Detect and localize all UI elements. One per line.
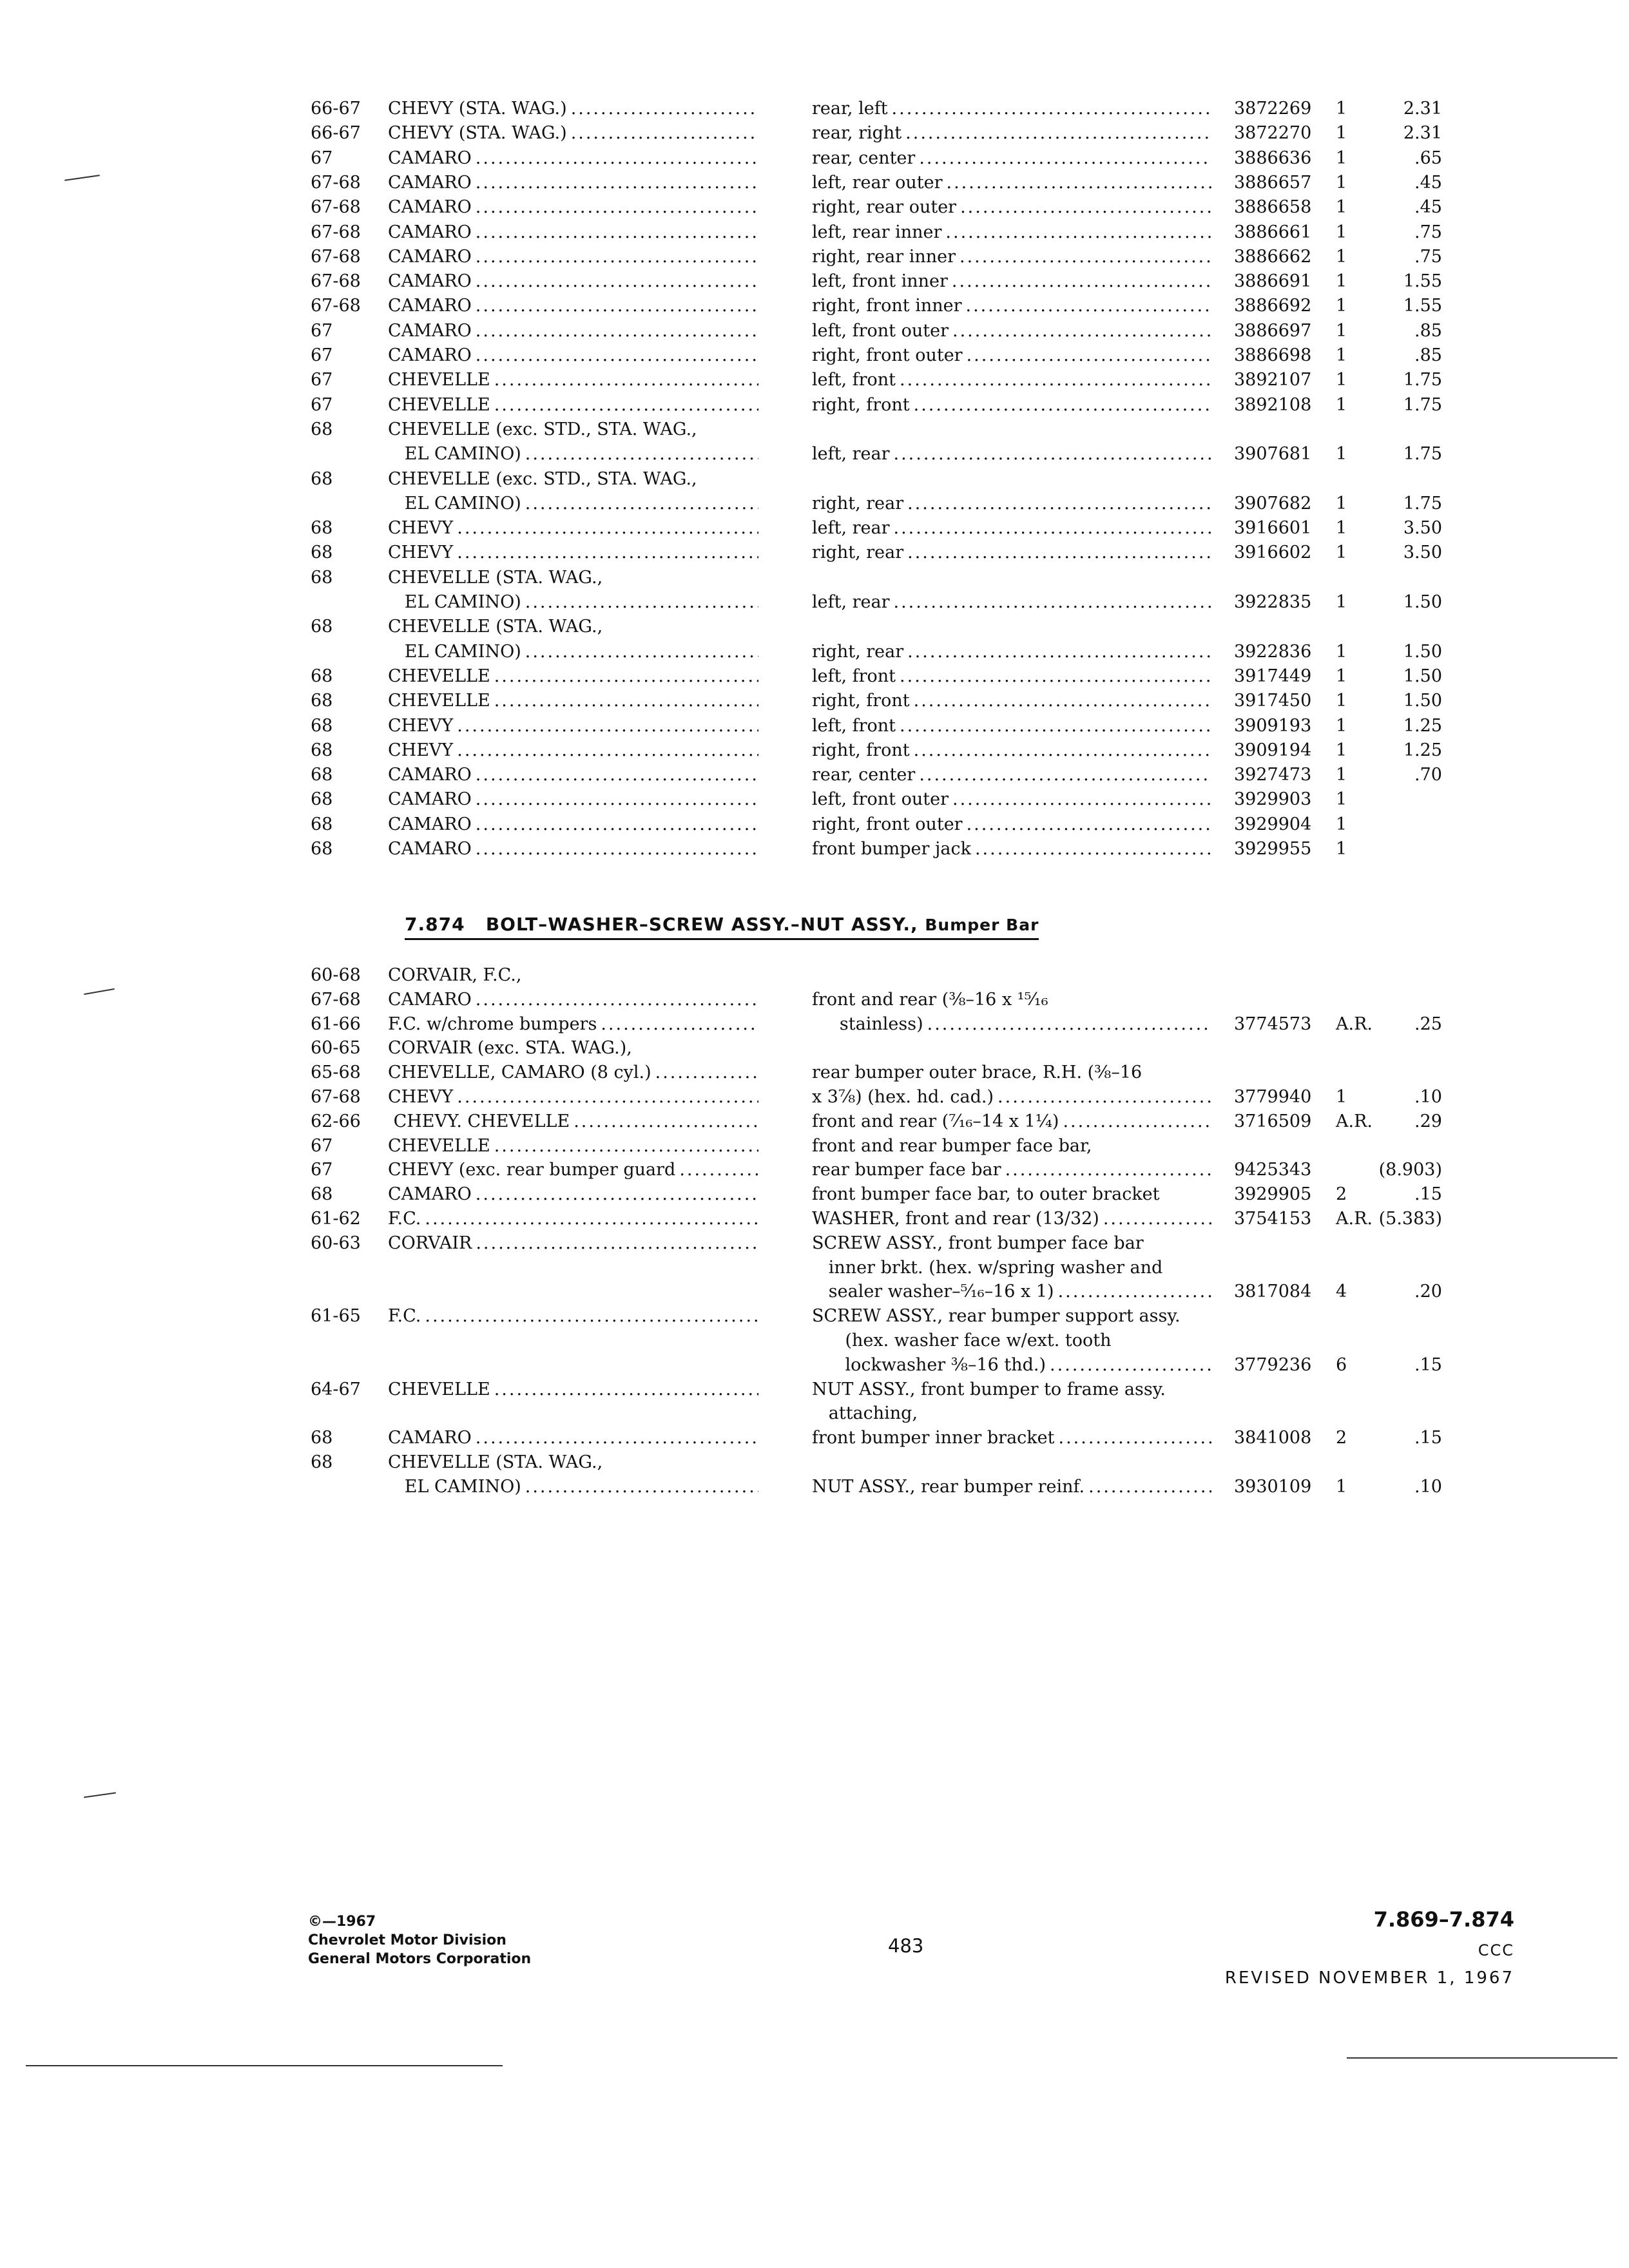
- price-cell: .70: [1414, 765, 1442, 785]
- model-cell: CAMARO .....: [388, 1427, 758, 1448]
- model-cell: CAMARO .....: [388, 197, 758, 218]
- year-cell: 68: [311, 691, 333, 711]
- description-cell: left, front outer .....: [812, 320, 1211, 341]
- year-cell: 68: [311, 617, 333, 637]
- part-number-cell: 3929955: [1234, 839, 1312, 859]
- description-cell: right, front inner .....: [812, 295, 1211, 316]
- price-cell: .75: [1414, 246, 1442, 267]
- description-cell: right, rear .....: [812, 542, 1211, 563]
- description-cell: left, front .....: [812, 715, 1211, 736]
- part-number-cell: 3907681: [1234, 444, 1312, 465]
- model-cell: CAMARO .....: [388, 271, 758, 292]
- part-number-cell: 3929903: [1234, 789, 1312, 810]
- year-cell: 67: [311, 370, 333, 390]
- price-cell: 1.25: [1403, 740, 1442, 760]
- model-cell: CAMARO .....: [388, 789, 758, 810]
- description-cell: left, rear .....: [812, 591, 1211, 613]
- description-cell: right, rear outer .....: [812, 197, 1211, 218]
- section-subtitle: Bumper Bar: [925, 916, 1039, 934]
- quantity-cell: 1: [1336, 493, 1347, 514]
- page-number: 483: [888, 1935, 924, 1957]
- price-cell: 1.75: [1403, 370, 1442, 390]
- quantity-cell: 1: [1336, 1087, 1347, 1107]
- model-cell: EL CAMINO) .....: [388, 493, 758, 514]
- price-cell: (8.903): [1378, 1160, 1442, 1180]
- description-cell: rear, right .....: [812, 122, 1211, 144]
- quantity-cell: 1: [1336, 765, 1347, 785]
- part-number-cell: 3927473: [1234, 765, 1312, 785]
- year-cell: 60-65: [311, 1038, 361, 1059]
- revision-date: REVISED NOVEMBER 1, 1967: [1224, 1968, 1514, 1988]
- part-number-cell: 3886657: [1234, 172, 1312, 193]
- model-cell: CHEVY .....: [388, 517, 758, 539]
- part-number-cell: 3916602: [1234, 543, 1312, 563]
- description-cell: right, front .....: [812, 690, 1211, 711]
- description-cell: rear bumper face bar .....: [812, 1159, 1211, 1180]
- description-cell: left, rear .....: [812, 517, 1211, 539]
- year-cell: 68: [311, 839, 333, 859]
- year-cell: 68: [311, 814, 333, 834]
- model-cell: CAMARO .....: [388, 148, 758, 169]
- model-cell: CHEVELLE .....: [388, 690, 758, 711]
- description-cell: left, front inner .....: [812, 271, 1211, 292]
- model-cell: CAMARO .....: [388, 172, 758, 193]
- description-cell: left, rear outer .....: [812, 172, 1211, 193]
- model-cell: CHEVELLE .....: [388, 1135, 758, 1157]
- part-number-cell: 9425343: [1234, 1160, 1312, 1180]
- model-cell: CHEVELLE (STA. WAG.,: [388, 1452, 603, 1472]
- year-cell: 67-68: [311, 989, 361, 1010]
- price-cell: 1.50: [1403, 666, 1442, 686]
- division-name: Chevrolet Motor Division: [308, 1932, 506, 1948]
- section-number: 7.874: [405, 914, 465, 935]
- description-cell: left, rear .....: [812, 443, 1211, 465]
- section-title: BOLT–WASHER–SCREW ASSY.–NUT ASSY.,: [485, 914, 918, 935]
- description-cell: right, front .....: [812, 740, 1211, 761]
- part-number-cell: 3909194: [1234, 740, 1312, 760]
- quantity-cell: 1: [1336, 740, 1347, 760]
- quantity-cell: 1: [1336, 246, 1347, 267]
- description-cell: SCREW ASSY., front bumper face bar: [812, 1233, 1144, 1253]
- quantity-cell: 1: [1336, 641, 1347, 662]
- quantity-cell: 1: [1336, 444, 1347, 465]
- year-cell: 68: [311, 765, 333, 785]
- description-cell: rear, center .....: [812, 148, 1211, 169]
- part-number-cell: 3892108: [1234, 394, 1312, 415]
- year-cell: 67: [311, 1160, 333, 1180]
- description-cell: left, front .....: [812, 666, 1211, 687]
- price-cell: 3.50: [1403, 543, 1442, 563]
- model-cell: EL CAMINO) .....: [388, 591, 758, 613]
- bottom-rule-left: [26, 2065, 503, 2066]
- part-number-cell: 3886697: [1234, 320, 1312, 341]
- quantity-cell: 1: [1336, 123, 1347, 144]
- price-cell: .45: [1414, 172, 1442, 193]
- part-number-cell: 3909193: [1234, 715, 1312, 736]
- part-number-cell: 3779236: [1234, 1354, 1312, 1375]
- quantity-cell: 1: [1336, 320, 1347, 341]
- year-cell: 67: [311, 148, 333, 168]
- description-cell: SCREW ASSY., rear bumper support assy.: [812, 1306, 1181, 1327]
- year-cell: 67-68: [311, 271, 361, 292]
- price-cell: .15: [1414, 1184, 1442, 1205]
- model-cell: CHEVY .....: [388, 542, 758, 563]
- price-cell: 2.31: [1403, 123, 1442, 144]
- model-cell: CAMARO .....: [388, 246, 758, 267]
- price-cell: (5.383): [1378, 1209, 1442, 1229]
- quantity-cell: 1: [1336, 1476, 1347, 1497]
- year-cell: 67-68: [311, 172, 361, 193]
- description-cell: front and rear bumper face bar,: [812, 1135, 1092, 1156]
- quantity-cell: 1: [1336, 592, 1347, 612]
- year-cell: 67-68: [311, 296, 361, 316]
- catalog-code: CCC: [1478, 1941, 1514, 1959]
- year-cell: 67: [311, 320, 333, 341]
- model-cell: CHEVY. CHEVELLE .....: [388, 1111, 758, 1132]
- description-cell: right, front .....: [812, 394, 1211, 416]
- description-cell: left, front .....: [812, 369, 1211, 390]
- year-cell: 68: [311, 789, 333, 810]
- year-cell: 67-68: [311, 222, 361, 242]
- part-number-cell: 3922835: [1234, 592, 1312, 612]
- part-number-cell: 3916601: [1234, 518, 1312, 539]
- part-number-cell: 3886698: [1234, 345, 1312, 365]
- description-cell: lockwasher ⅜–16 thd.) .....: [812, 1354, 1211, 1376]
- year-cell: 68: [311, 567, 333, 588]
- model-cell: CAMARO .....: [388, 814, 758, 835]
- year-cell: 68: [311, 666, 333, 686]
- model-cell: EL CAMINO) .....: [388, 641, 758, 662]
- description-cell: NUT ASSY., front bumper to frame assy.: [812, 1379, 1166, 1399]
- part-number-cell: 3917449: [1234, 666, 1312, 686]
- year-cell: 64-67: [311, 1379, 361, 1399]
- group-range: 7.869–7.874: [1373, 1907, 1514, 1932]
- description-cell: front and rear (⅜–16 x ¹⁵⁄₁₆: [812, 989, 1048, 1010]
- price-cell: 1.50: [1403, 592, 1442, 612]
- year-cell: 65-68: [311, 1062, 361, 1083]
- year-cell: 61-65: [311, 1306, 361, 1327]
- model-cell: CAMARO .....: [388, 320, 758, 341]
- description-cell: WASHER, front and rear (13/32) .....: [812, 1208, 1211, 1229]
- part-number-cell: 3754153: [1234, 1209, 1312, 1229]
- model-cell: CHEVELLE (exc. STD., STA. WAG.,: [388, 468, 697, 489]
- model-cell: CHEVY .....: [388, 1086, 758, 1108]
- description-cell: right, rear .....: [812, 493, 1211, 514]
- description-cell: right, rear .....: [812, 641, 1211, 662]
- part-number-cell: 3886636: [1234, 148, 1312, 168]
- section-heading: [405, 914, 1039, 935]
- model-cell: CHEVELLE .....: [388, 666, 758, 687]
- quantity-cell: 1: [1336, 271, 1347, 292]
- description-cell: sealer washer–⁵⁄₁₆–16 x 1) .....: [812, 1281, 1211, 1302]
- price-cell: 1.75: [1403, 493, 1442, 514]
- year-cell: 67-68: [311, 197, 361, 218]
- part-number-cell: 3886692: [1234, 296, 1312, 316]
- price-cell: 1.55: [1403, 271, 1442, 292]
- description-cell: left, rear inner .....: [812, 222, 1211, 243]
- description-cell: front bumper face bar, to outer bracket: [812, 1184, 1160, 1205]
- model-cell: CAMARO .....: [388, 764, 758, 785]
- price-cell: 1.55: [1403, 296, 1442, 316]
- quantity-cell: 6: [1336, 1354, 1347, 1375]
- part-number-cell: 3930109: [1234, 1476, 1312, 1497]
- price-cell: .15: [1414, 1354, 1442, 1375]
- year-cell: 67-68: [311, 1087, 361, 1107]
- year-cell: 68: [311, 518, 333, 539]
- year-cell: 66-67: [311, 99, 361, 119]
- quantity-cell: 1: [1336, 814, 1347, 834]
- model-cell: CHEVELLE .....: [388, 1379, 758, 1400]
- model-cell: CAMARO .....: [388, 1184, 758, 1205]
- margin-mark: [84, 1792, 116, 1798]
- corporation-name: General Motors Corporation: [308, 1951, 532, 1967]
- description-cell: inner brkt. (hex. w/spring washer and: [812, 1257, 1163, 1278]
- quantity-cell: A.R.: [1336, 1014, 1373, 1034]
- description-cell: front bumper inner bracket .....: [812, 1427, 1211, 1448]
- year-cell: 67: [311, 1135, 333, 1156]
- margin-mark: [64, 175, 100, 181]
- model-cell: CHEVY (exc. rear bumper guard .....: [388, 1159, 758, 1180]
- year-cell: 61-66: [311, 1014, 361, 1034]
- price-cell: .85: [1414, 320, 1442, 341]
- model-cell: CHEVY .....: [388, 740, 758, 761]
- quantity-cell: 1: [1336, 197, 1347, 218]
- price-cell: 3.50: [1403, 518, 1442, 539]
- price-cell: 1.75: [1403, 394, 1442, 415]
- model-cell: CAMARO .....: [388, 222, 758, 243]
- quantity-cell: 2: [1336, 1428, 1347, 1448]
- quantity-cell: 1: [1336, 691, 1347, 711]
- quantity-cell: 1: [1336, 518, 1347, 539]
- description-cell: left, front outer .....: [812, 789, 1211, 810]
- part-number-cell: 3774573: [1234, 1014, 1312, 1034]
- price-cell: 2.31: [1403, 99, 1442, 119]
- model-cell: CAMARO .....: [388, 295, 758, 316]
- description-cell: stainless) .....: [812, 1014, 1211, 1035]
- price-cell: .65: [1414, 148, 1442, 168]
- model-cell: CHEVELLE (STA. WAG.,: [388, 617, 603, 637]
- model-cell: F.C. .....: [388, 1305, 758, 1327]
- publisher-block: [308, 1912, 531, 1968]
- bottom-rule-right: [1347, 2057, 1617, 2059]
- year-cell: 68: [311, 740, 333, 760]
- year-cell: 68: [311, 419, 333, 439]
- part-number-cell: 3922836: [1234, 641, 1312, 662]
- part-number-cell: 3779940: [1234, 1087, 1312, 1107]
- quantity-cell: 1: [1336, 394, 1347, 415]
- part-number-cell: 3929905: [1234, 1184, 1312, 1205]
- part-number-cell: 3892107: [1234, 370, 1312, 390]
- price-cell: .15: [1414, 1428, 1442, 1448]
- description-cell: rear, left .....: [812, 98, 1211, 119]
- quantity-cell: 1: [1336, 99, 1347, 119]
- quantity-cell: 1: [1336, 370, 1347, 390]
- model-cell: EL CAMINO) .....: [388, 1476, 758, 1497]
- part-number-cell: 3841008: [1234, 1428, 1312, 1448]
- price-cell: .20: [1414, 1282, 1442, 1302]
- price-cell: .10: [1414, 1476, 1442, 1497]
- description-cell: front bumper jack .....: [812, 838, 1211, 860]
- part-number-cell: 3886662: [1234, 246, 1312, 267]
- model-cell: CAMARO .....: [388, 345, 758, 366]
- description-cell: attaching,: [812, 1403, 918, 1424]
- quantity-cell: 1: [1336, 715, 1347, 736]
- copyright: ©—1967: [308, 1914, 376, 1930]
- year-cell: 60-63: [311, 1233, 361, 1253]
- description-cell: x 3⅞) (hex. hd. cad.) .....: [812, 1086, 1211, 1108]
- price-cell: .75: [1414, 222, 1442, 242]
- year-cell: 68: [311, 715, 333, 736]
- quantity-cell: 1: [1336, 543, 1347, 563]
- description-cell: NUT ASSY., rear bumper reinf. .....: [812, 1476, 1211, 1497]
- quantity-cell: 1: [1336, 148, 1347, 168]
- year-cell: 61-62: [311, 1209, 361, 1229]
- description-cell: right, front outer .....: [812, 814, 1211, 835]
- price-cell: .45: [1414, 197, 1442, 218]
- model-cell: CORVAIR (exc. STA. WAG.),: [388, 1038, 632, 1059]
- price-cell: .85: [1414, 345, 1442, 365]
- part-number-cell: 3886661: [1234, 222, 1312, 242]
- year-cell: 62-66: [311, 1111, 361, 1131]
- part-number-cell: 3872269: [1234, 99, 1312, 119]
- quantity-cell: 1: [1336, 222, 1347, 242]
- price-cell: .10: [1414, 1087, 1442, 1107]
- year-cell: 68: [311, 1184, 333, 1205]
- year-cell: 68: [311, 468, 333, 489]
- part-number-cell: 3917450: [1234, 691, 1312, 711]
- quantity-cell: A.R.: [1336, 1111, 1373, 1131]
- part-number-cell: 3716509: [1234, 1111, 1312, 1131]
- quantity-cell: 2: [1336, 1184, 1347, 1205]
- model-cell: CHEVY .....: [388, 715, 758, 736]
- model-cell: CHEVELLE (exc. STD., STA. WAG.,: [388, 419, 697, 439]
- description-cell: (hex. washer face w/ext. tooth: [812, 1331, 1112, 1350]
- description-cell: rear bumper outer brace, R.H. (⅜–16: [812, 1062, 1142, 1083]
- description-cell: right, rear inner .....: [812, 246, 1211, 267]
- model-cell: CHEVELLE .....: [388, 369, 758, 390]
- model-cell: CHEVELLE .....: [388, 394, 758, 416]
- part-number-cell: 3907682: [1234, 493, 1312, 514]
- part-number-cell: 3929904: [1234, 814, 1312, 834]
- part-number-cell: 3886658: [1234, 197, 1312, 218]
- model-cell: CAMARO .....: [388, 989, 758, 1010]
- price-cell: .29: [1414, 1111, 1442, 1131]
- model-cell: CORVAIR, F.C.,: [388, 965, 522, 985]
- description-cell: front and rear (⁷⁄₁₆–14 x 1¼) .....: [812, 1111, 1211, 1132]
- quantity-cell: 1: [1336, 345, 1347, 365]
- price-cell: 1.25: [1403, 715, 1442, 736]
- price-cell: 1.75: [1403, 444, 1442, 465]
- margin-mark: [84, 988, 115, 995]
- quantity-cell: 1: [1336, 839, 1347, 859]
- part-number-cell: 3817084: [1234, 1282, 1312, 1302]
- quantity-cell: A.R.: [1336, 1209, 1373, 1229]
- price-cell: 1.50: [1403, 691, 1442, 711]
- part-number-cell: 3886691: [1234, 271, 1312, 292]
- part-number-cell: 3872270: [1234, 123, 1312, 144]
- model-cell: CHEVELLE, CAMARO (8 cyl.) .....: [388, 1062, 758, 1083]
- price-cell: 1.50: [1403, 641, 1442, 662]
- model-cell: CHEVELLE (STA. WAG.,: [388, 567, 603, 588]
- quantity-cell: 1: [1336, 789, 1347, 810]
- year-cell: 68: [311, 1428, 333, 1448]
- description-cell: rear, center .....: [812, 764, 1211, 785]
- quantity-cell: 1: [1336, 666, 1347, 686]
- year-cell: 68: [311, 1452, 333, 1472]
- model-cell: EL CAMINO) .....: [388, 443, 758, 465]
- model-cell: CORVAIR .....: [388, 1233, 758, 1254]
- model-cell: CHEVY (STA. WAG.) .....: [388, 98, 758, 119]
- year-cell: 60-68: [311, 965, 361, 985]
- year-cell: 67-68: [311, 246, 361, 267]
- model-cell: CAMARO .....: [388, 838, 758, 860]
- model-cell: F.C. w/chrome bumpers .....: [388, 1014, 758, 1035]
- year-cell: 68: [311, 543, 333, 563]
- price-cell: .25: [1414, 1014, 1442, 1034]
- quantity-cell: 4: [1336, 1282, 1347, 1302]
- year-cell: 66-67: [311, 123, 361, 144]
- year-cell: 67: [311, 345, 333, 365]
- model-cell: CHEVY (STA. WAG.) .....: [388, 122, 758, 144]
- quantity-cell: 1: [1336, 172, 1347, 193]
- section-underline: [405, 938, 1039, 940]
- model-cell: F.C. .....: [388, 1208, 758, 1229]
- year-cell: 67: [311, 394, 333, 415]
- quantity-cell: 1: [1336, 296, 1347, 316]
- description-cell: right, front outer .....: [812, 345, 1211, 366]
